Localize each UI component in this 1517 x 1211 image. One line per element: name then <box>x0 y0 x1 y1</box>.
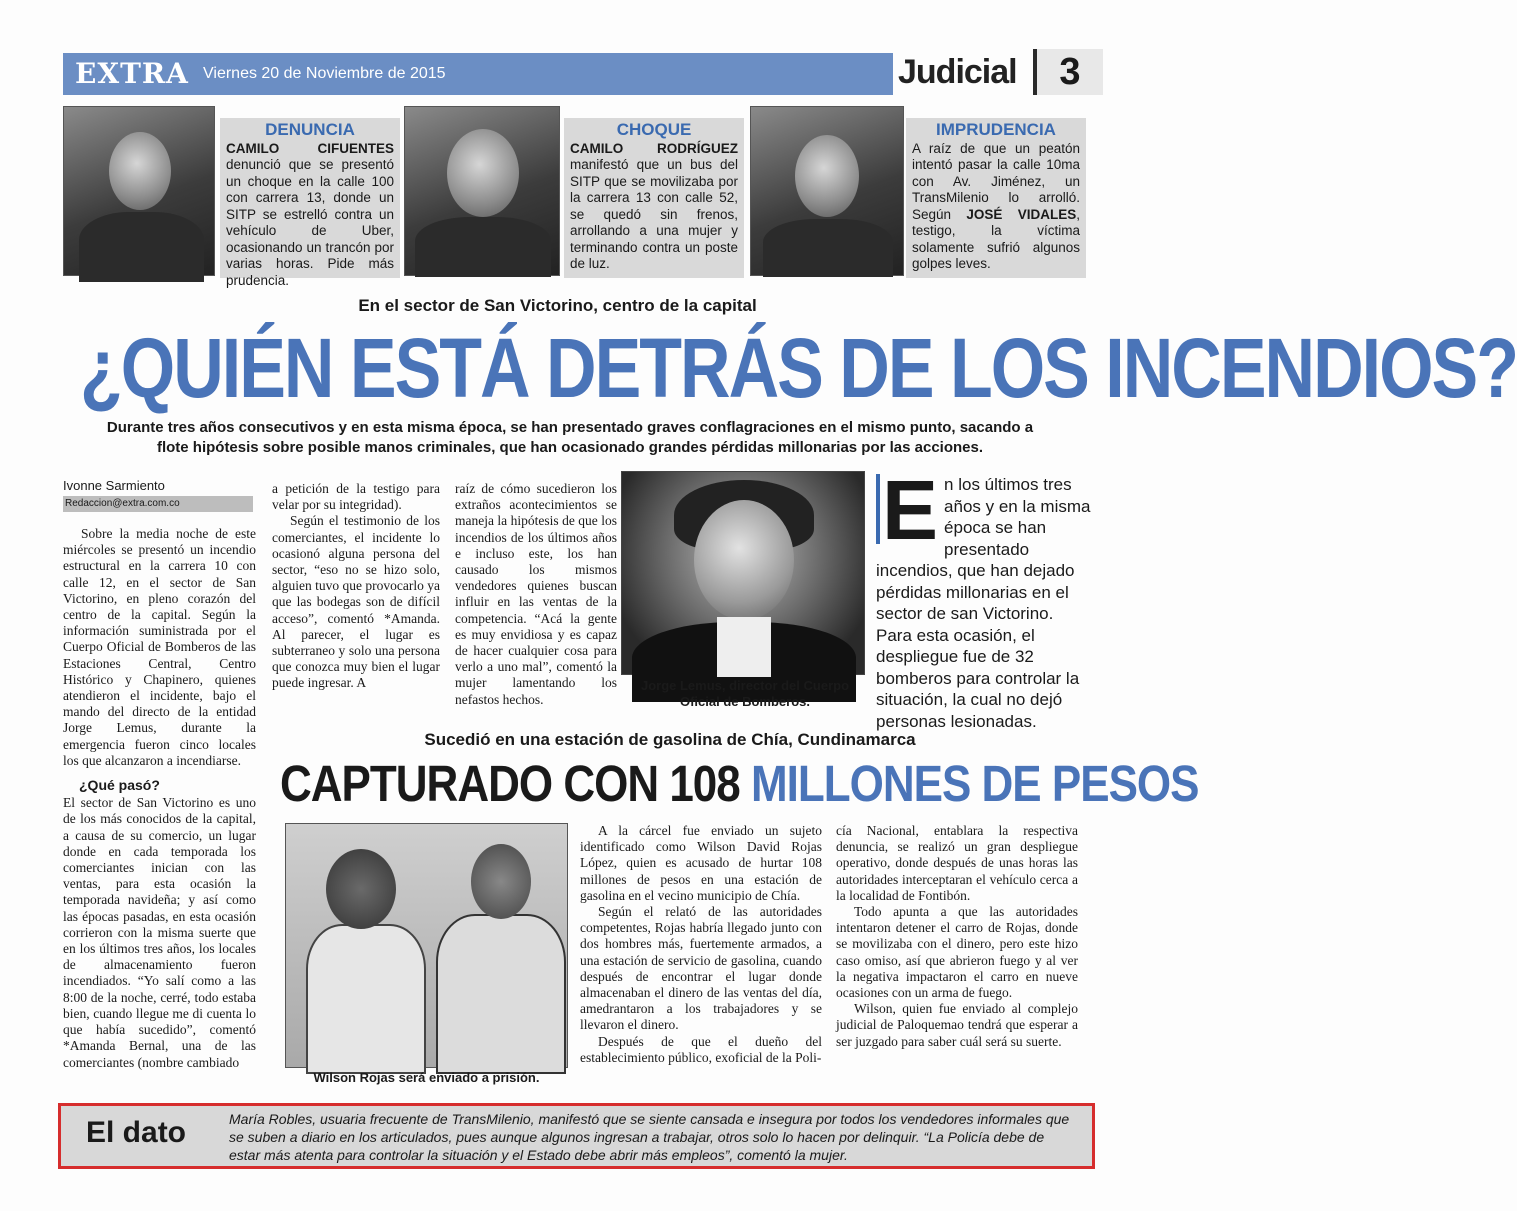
story-headline: ¿QUIÉN ESTÁ DETRÁS DE LOS INCENDIOS? <box>80 321 1517 415</box>
paragraph: a petición de la testigo para velar por su integridad). <box>272 481 440 513</box>
page-number: 3 <box>1033 49 1103 95</box>
pull-quote-text: n los últimos tres años y en la misma época se han presentado incendios, que han dejado pérdidas millonarias en el sector de san Victorino. Para esta ocasión, el despliegue fue de 32 bomberos para controlar la situación, la cual no dejó personas lesionadas. <box>876 475 1091 731</box>
story-column-3 <box>455 481 617 708</box>
paragraph: Según el testimonio de los comerciantes, el incidente lo ocasionó alguna persona del sector, “eso no se hizo solo, alguien tuvo que provocarlo ya que las bodegas son de difícil acceso”, comentó *Amanda. Al parecer, el lugar es subterraneo y solo una persona que conozca muy bien el lugar puede ingresar. A <box>272 513 440 691</box>
brief-name: CAMILO CIFUENTES <box>226 140 394 156</box>
photo-caption: Jorge Lemus, director del Cuerpo Oficial de Bomberos. <box>640 678 850 709</box>
paragraph: cía Nacional, entablara la respectiva denuncia, se realizó un gran despliegue operativo, donde después de unas horas las autoridades interceptaran el vehículo cerca a la localidad de Fontibón. <box>836 823 1078 903</box>
paragraph: Según el relató de las autoridades competentes, Rojas habría llegado junto con dos hombres más, fuertemente armados, a una estación de servicio de gasolina, cuando después de encontrar el lugar donde almacenaban el dinero de las ventas del día, amedrantaron a los trabajadores y se llevaron el dinero. <box>580 904 822 1033</box>
section-title: Judicial <box>898 53 1017 91</box>
issue-date: Viernes 20 de Noviembre de 2015 <box>203 65 446 82</box>
photo-wilson-rojas <box>285 823 568 1068</box>
brief-photo-jose-vidales <box>750 106 904 276</box>
byline: Ivonne Sarmiento <box>63 478 165 493</box>
brief-name: JOSÉ VIDALES <box>966 206 1077 222</box>
drop-cap: E <box>882 463 939 557</box>
photo-jorge-lemus <box>621 471 865 675</box>
brief-text: manifestó que un bus del SITP que se movilizaba por la carrera 13 con calle 52, se quedó sin frenos, arrollando a una mujer y terminando contra un poste de luz. <box>570 157 738 271</box>
el-dato-label: El dato <box>86 1116 187 1149</box>
brief-imprudencia <box>906 118 1086 278</box>
story2-column-1 <box>580 823 822 1066</box>
paragraph: raíz de cómo sucedieron los extraños acontecimientos se maneja la hipótesis de que los incendios de los últimos años e incluso este, los han causado los mismos vendedores quienes buscan influir en las ventas de la competencia. “Acá la gente es muy envidiosa y es capaz de hacer cualquier cosa para verlo a uno mal”, comentó la mujer lamentando los nefastos hechos. <box>455 481 617 707</box>
newspaper-logo: EXTRA <box>75 57 189 90</box>
el-dato-text: María Robles, usuaria frecuente de TransMilenio, manifestó que se siente cansada e insegura por todos los vendedores informales que se suben a diario en los articulados, pues aunque algunos ingresan a trabajar, otros solo lo hacen por delinquir. “La Policía debe de estar más atenta para controlar la situación y el Estado debe abrir más empleos”, comentó la mujer. <box>229 1111 1070 1163</box>
story2-headline-part-b: MILLONES DE PESOS <box>750 756 1199 813</box>
brief-kicker: DENUNCIA <box>265 120 355 139</box>
paragraph: Sobre la media noche de este miércoles se presentó un incendio estructural en la carrera 10 con calle 12, en el sector de San Victorino, en pleno corazón del centro de la capital. Según la información suministrada por el Cuerpo Oficial de Bomberos de las Estaciones Central, Centro Histórico y Chapinero, quienes atendieron el incidente, bajo el mando del directo de la entidad Jorge Lemus, durante la emergencia fueron cinco locales los que alcanzaron a incendiarse. <box>63 526 256 768</box>
story2-headline <box>280 751 1199 820</box>
story2-overline: Sucedió en una estación de gasolina de Chía, Cundinamarca <box>424 730 916 749</box>
el-dato-box <box>58 1103 1095 1169</box>
paragraph: Todo apunta a que las autoridades intentaron detener el carro de Rojas, donde se movilizaba con el dinero, pero este hizo caso omiso, así que abrieron fuego y al ver la negativa impactaron el carro en nueve ocasiones con un arma de fuego. <box>836 904 1078 1001</box>
story-overline: En el sector de San Victorino, centro de la capital <box>358 296 757 315</box>
byline-email: Redaccion@extra.com.co <box>63 496 253 512</box>
story-subhead: ¿Qué pasó? <box>79 777 160 794</box>
brief-photo-camilo-rodriguez <box>404 106 560 276</box>
brief-photo-camilo-cifuentes <box>63 106 215 276</box>
brief-text-after: , testigo, la víctima solamente sufrió algunos golpes leves. <box>912 206 1080 271</box>
story2-photo-caption: Wilson Rojas será enviado a prisión. <box>313 1070 540 1085</box>
masthead <box>63 53 1103 95</box>
brief-kicker: CHOQUE <box>616 120 692 139</box>
pull-quote <box>876 463 1091 732</box>
paragraph: El sector de San Victorino es uno de los más conocidos de la capital, a causa de su comercio, un lugar donde en cada temporada los comerciantes inician con las ventas, para esta ocasión la temporada navideña; y así como las épocas pasadas, en esta ocasión corrieron con la misma suerte que en los últimos tres años, los locales de almacenamiento fueron incendiados. “Yo salí como a las 8:00 de la noche, cerré, todo estaba bien, cuando llegue me di cuenta lo que había sucedido”, comentó *Amanda Bernal, una de las comerciantes (nombre cambiado <box>63 795 256 1070</box>
pull-quote-bar <box>876 474 880 544</box>
brief-text: A raíz de que un peatón intentó pasar la calle 10ma con Av. Jiménez, un TransMilenio lo arrolló. Según <box>912 140 1080 222</box>
paragraph: Después de que el dueño del establecimiento público, exoficial de la Poli- <box>580 1033 822 1065</box>
brief-choque <box>564 118 744 278</box>
story-column-2 <box>272 481 440 692</box>
brief-denuncia <box>220 118 400 288</box>
brief-name: CAMILO RODRÍGUEZ <box>570 140 738 156</box>
story2-headline-part-a: CAPTURADO CON 108 <box>280 756 740 813</box>
brief-kicker: IMPRUDENCIA <box>936 120 1056 139</box>
paragraph: A la cárcel fue enviado un sujeto identificado como Wilson David Rojas López, quien es acusado de hurtar 108 millones de pesos en una estación de gasolina en el vecino municipio de Chía. <box>580 823 822 903</box>
brief-text: denunció que se presentó un choque en la calle 100 con carrera 13, donde un SITP se estrelló contra un vehículo de Uber, ocasionando un trancón por varias horas. Pide más prudencia. <box>226 157 394 288</box>
story-dek: Durante tres años consecutivos y en esta misma época, se han presentado graves conflagraciones en el mismo punto, sacando a flote hipótesis sobre posible manos criminales, que han ocasionado grandes pérdidas millonarias por las acciones. <box>106 419 1034 456</box>
story-column-1 <box>63 526 256 1071</box>
paragraph: Wilson, quien fue enviado al complejo judicial de Paloquemao tendrá que esperar a ser juzgado para saber cuál será su suerte. <box>836 1001 1078 1049</box>
story2-column-2 <box>836 823 1078 1050</box>
